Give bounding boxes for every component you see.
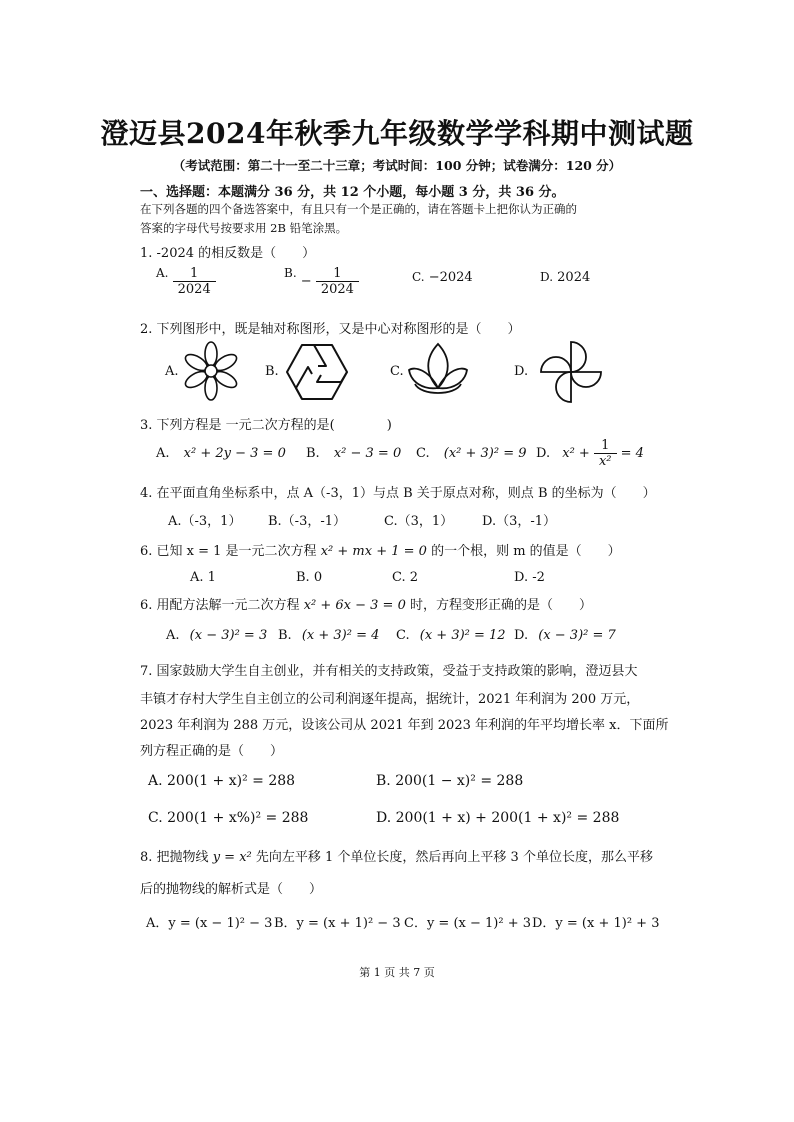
- q1-b-label: B.: [284, 266, 297, 280]
- q2-label-c: C.: [390, 364, 404, 379]
- q7-option-b: B. 200(1 − x)² = 288: [376, 773, 524, 789]
- q1-c-value: −2024: [428, 270, 473, 285]
- q8-option-c: C．y = (x − 1)² + 3: [404, 916, 531, 931]
- q3-option-d: [536, 438, 644, 469]
- q6-c-label: C.: [396, 628, 410, 643]
- q3-option-c: [416, 446, 527, 461]
- q1-b-sign: −: [300, 274, 312, 289]
- q7-line-4: 列方程正确的是（ ）: [140, 744, 284, 759]
- q3-a-eq: x² + 2y − 3 = 0: [183, 446, 286, 461]
- instruction-line-1: 在下列各题的四个备选答案中，有且只有一个是正确的，请在答题卡上把你认为正确的: [140, 202, 577, 216]
- q4-option-c: C.（3，1）: [384, 514, 454, 529]
- recycle-figure: [284, 342, 350, 402]
- q1-a-num: 1: [190, 266, 199, 281]
- q1-b-fraction: [316, 266, 359, 297]
- q8-line-2: 后的抛物线的解析式是（ ）: [140, 882, 323, 897]
- q6-b-label: B.: [278, 628, 292, 643]
- q3-d-pre: x² +: [562, 446, 590, 461]
- q7-option-d: D. 200(1 + x) + 200(1 + x)² = 288: [376, 810, 620, 826]
- q1-option-b: [284, 266, 359, 297]
- q3-d-num: 1: [601, 438, 610, 453]
- q4-option-a: A.（-3，1）: [168, 514, 242, 529]
- q3-option-a: [156, 446, 286, 461]
- q1-option-d: [540, 270, 590, 285]
- q7-option-a: A. 200(1 + x)² = 288: [148, 773, 296, 789]
- page-title: 澄迈县2024年秋季九年级数学学科期中测试题: [100, 117, 694, 150]
- q8-option-d: D．y = (x + 1)² + 3: [532, 916, 660, 931]
- q3-b-eq: x² − 3 = 0: [333, 446, 402, 461]
- q6-c-eq: (x + 3)² = 12: [419, 628, 506, 643]
- q4-option-b: B.（-3，-1）: [268, 514, 347, 529]
- q3-d-label: D.: [536, 446, 551, 461]
- q3-d-post: = 4: [620, 446, 644, 461]
- q6-option-c: [396, 628, 506, 643]
- q1-b-num: 1: [333, 266, 342, 281]
- q6-stem-eq: x² + 6x − 3 = 0: [303, 598, 406, 613]
- q5-stem-eq: x² + mx + 1 = 0: [320, 544, 427, 559]
- q6-option-a: [166, 628, 267, 643]
- q1-d-value: 2024: [557, 270, 591, 285]
- q5-stem-pre: 6. 已知 x = 1 是一元二次方程: [140, 544, 317, 559]
- q3-c-eq: (x² + 3)² = 9: [443, 446, 527, 461]
- q2-label-b: B.: [265, 364, 279, 379]
- q1-d-label: D.: [540, 270, 554, 284]
- q1-a-den: 2024: [173, 281, 216, 297]
- lotus-figure: [405, 340, 471, 402]
- q6-a-label: A.: [166, 628, 180, 643]
- q3-a-label: A.: [156, 446, 170, 461]
- q5-stem: [140, 540, 621, 559]
- q6-option-d: [514, 628, 616, 643]
- q4-stem: 4. 在平面直角坐标系中，点 A（-3，1）与点 B 关于原点对称，则点 B 的坐标为（ ）: [140, 486, 656, 501]
- q1-a-label: A.: [156, 266, 169, 280]
- q4-option-d: D.（3，-1）: [482, 514, 557, 529]
- q3-stem: 3. 下列方程是 一元二次方程的是( ): [140, 418, 392, 433]
- q6-a-eq: (x − 3)² = 3: [189, 628, 268, 643]
- q6-option-b: [278, 628, 379, 643]
- q1-b-den: 2024: [316, 281, 359, 297]
- q5-option-c: C. 2: [392, 570, 419, 585]
- pinwheel-figure: [537, 338, 605, 406]
- q8-line-1-eq: y = x²: [212, 850, 252, 865]
- q5-option-d: D. -2: [514, 570, 545, 585]
- q5-option-a: A. 1: [190, 570, 216, 585]
- q3-c-label: C.: [416, 446, 430, 461]
- flower-figure: [180, 340, 242, 402]
- q6-d-eq: (x − 3)² = 7: [538, 628, 616, 643]
- q1-a-fraction: [173, 266, 216, 297]
- q7-line-3: 2023 年利润为 288 万元，设该公司从 2021 年到 2023 年利润的年平均增长率 x．下面所: [140, 718, 669, 733]
- q2-label-a: A.: [165, 364, 179, 379]
- q3-d-den: x²: [594, 453, 617, 469]
- q6-d-label: D.: [514, 628, 529, 643]
- q6-stem: [140, 594, 592, 613]
- q1-stem: 1. -2024 的相反数是（ ）: [140, 246, 316, 261]
- q8-line-1-post: 先向左平移 1 个单位长度，然后再向上平移 3 个单位长度，那么平移: [255, 850, 653, 865]
- q3-option-b: [306, 446, 401, 461]
- q3-d-fraction: [594, 438, 617, 469]
- q1-c-label: C.: [412, 270, 425, 284]
- instruction-line-2: 答案的字母代号按要求用 2B 铅笔涂黑。: [140, 221, 348, 235]
- q7-option-c: C. 200(1 + x%)² = 288: [148, 810, 309, 826]
- q8-line-1-pre: 8. 把抛物线: [140, 850, 209, 865]
- q1-option-c: [412, 270, 473, 285]
- q8-line-1: [140, 846, 653, 865]
- q5-stem-post: 的一个根，则 m 的值是（ ）: [431, 544, 621, 559]
- q3-b-label: B.: [306, 446, 320, 461]
- q1-option-a: [156, 266, 216, 297]
- q2-label-d: D.: [514, 364, 529, 379]
- exam-scope: （考试范围：第二十一至二十三章；考试时间：100 分钟；试卷满分：120 分）: [172, 158, 622, 173]
- q8-option-a: A．y = (x − 1)² − 3: [146, 916, 273, 931]
- q7-line-1: 7. 国家鼓励大学生自主创业，并有相关的支持政策，受益于支持政策的影响，澄迈县大: [140, 664, 638, 679]
- q7-line-2: 丰镇才存村大学生自主创立的公司利润逐年提高，据统计，2021 年利润为 200 万元，: [140, 692, 640, 707]
- section-heading: 一、选择题：本题满分 36 分，共 12 个小题，每小题 3 分，共 36 分。: [140, 185, 565, 200]
- page-footer: 第 1 页 共 7 页: [359, 966, 435, 979]
- q6-stem-pre: 6. 用配方法解一元二次方程: [140, 598, 300, 613]
- q2-stem: 2. 下列图形中，既是轴对称图形，又是中心对称图形的是（ ）: [140, 322, 521, 337]
- q6-b-eq: (x + 3)² = 4: [301, 628, 380, 643]
- q5-option-b: B. 0: [296, 570, 323, 585]
- q8-option-b: B．y = (x + 1)² − 3: [274, 916, 401, 931]
- q6-stem-post: 时，方程变形正确的是（ ）: [410, 598, 593, 613]
